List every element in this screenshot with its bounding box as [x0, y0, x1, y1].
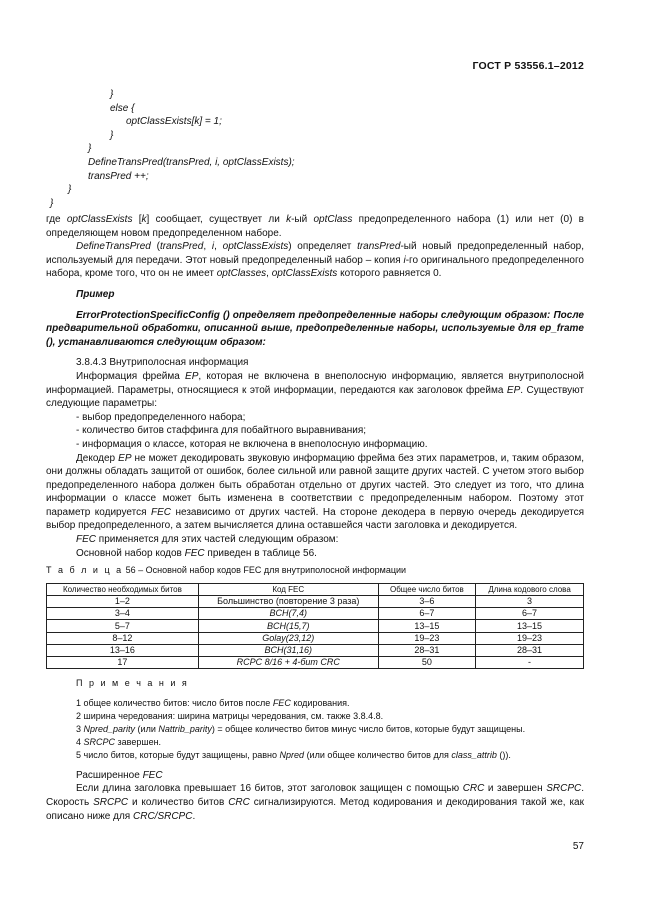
- notes-title: П р и м е ч а н и я: [76, 678, 189, 689]
- body-text: [46, 213, 584, 823]
- note-item: 5 число битов, которые будут защищены, равно Npred (или общее количество битов для class_attrib ()).: [76, 749, 511, 760]
- table-cell: RCPC 8/16 + 4-бит CRC: [198, 656, 378, 668]
- code-line: }: [110, 129, 114, 141]
- page-number: 57: [572, 841, 584, 852]
- section-heading: 3.8.4.3 Внутриполосная информация: [76, 357, 249, 369]
- table-header: Общее число битов: [378, 583, 475, 595]
- note-item: 2 ширина чередования: ширина матрицы чередования, см. также 3.8.4.8.: [76, 710, 384, 721]
- table-header: Код FEC: [198, 583, 378, 595]
- list-item: - выбор предопределенного набора;: [76, 411, 246, 423]
- table-row: [47, 620, 584, 632]
- table-cell: BCH(7,4): [198, 608, 378, 620]
- table-cell: 13–15: [476, 620, 584, 632]
- paragraph-optclass: где optClassExists [k] сообщает, существует ли k-ый optClass предопределенного набора (1) или нет (0) в определяющем новом предопределенном наборе.: [46, 214, 584, 239]
- table-cell: 19–23: [378, 632, 475, 644]
- example-text: ErrorProtectionSpecificConfig () определяет предопределенные наборы следующим образом: После предварительной обработки, описанной выше, предопределенные наборы, используемые для ep_frame (), устанавливаются следующим образом:: [46, 309, 584, 348]
- table-row: [47, 656, 584, 668]
- table-cell: 50: [378, 656, 475, 668]
- code-line: }: [68, 184, 72, 196]
- table-header: Количество необходимых битов: [47, 583, 199, 595]
- paragraph-fec-set: Основной набор кодов FEC приведен в таблице 56.: [76, 547, 317, 559]
- code-block: [46, 88, 606, 210]
- table-cell: 5–7: [47, 620, 199, 632]
- table-cell: 8–12: [47, 632, 199, 644]
- code-line: transPred ++;: [88, 170, 149, 182]
- table-cell: -: [476, 656, 584, 668]
- paragraph-decoder: Декодер EP не может декодировать звуковую информацию фрейма без этих параметров, и, таким образом, они должны обладать защитой от ошибок, более сильной или равной защите других частей. С учетом этого выбор предопределенного набора должен быть обработан отдельно от других частей. Это следует из того, что длина информации о классе может быть изменена в соответствии с предопределенным набором. Поэтому этот параметр кодируется FEC независимо от других частей. На стороне декодера в первую очередь декодируется выбор предопределенного, а затем вычисляется длина оставшейся части заголовка и декодируется.: [46, 452, 584, 532]
- table-row: [47, 596, 584, 608]
- table-cell: 17: [47, 656, 199, 668]
- table-cell: Golay(23,12): [198, 632, 378, 644]
- code-line: }: [110, 89, 114, 100]
- table-cell: 13–16: [47, 644, 199, 656]
- note-item: 1 общее количество битов: число битов после FEC кодирования.: [76, 697, 350, 708]
- example-title: Пример: [76, 288, 115, 300]
- table-cell: 3–6: [378, 596, 475, 608]
- table-header-row: [47, 583, 584, 595]
- table-cell: 3–4: [47, 608, 199, 620]
- list-item: - информация о классе, которая не включена в внеполосную информацию.: [76, 438, 428, 450]
- parameter-list: [46, 411, 584, 452]
- table-cell: 19–23: [476, 632, 584, 644]
- table-cell: 3: [476, 596, 584, 608]
- fec-table: [46, 583, 584, 669]
- subheading-extended-fec: Расширенное FEC: [76, 769, 163, 781]
- paragraph-fec-applied: FEC применяется для этих частей следующим образом:: [76, 534, 339, 546]
- table-row: [47, 644, 584, 656]
- table-cell: 6–7: [378, 608, 475, 620]
- list-item: - количество битов стаффинга для побайтного выравнивания;: [76, 425, 367, 437]
- table-header: Длина кодового слова: [476, 583, 584, 595]
- paragraph-inband: Информация фрейма EP, которая не включена в внеполосную информацию, является внутриполосной информацией. Параметры, относящиеся к этой информации, передаются как заголовок фрейма EP. Существуют следующие параметры:: [46, 370, 585, 410]
- note-item: 4 SRCPC завершен.: [76, 736, 162, 747]
- code-line: }: [50, 197, 54, 209]
- table-cell: 28–31: [378, 644, 475, 656]
- paragraph-extended-fec: Если длина заголовка превышает 16 битов, этот заголовок защищен с помощью CRC и завершен SRCPC. Скорость SRCPC и количество битов CRC сигнализируются. Метод кодирования и декодирования такой же, как описано ниже для CRC/SRCPC.: [46, 783, 584, 822]
- table-cell: BCH(15,7): [198, 620, 378, 632]
- table-cell: 13–15: [378, 620, 475, 632]
- table-cell: BCH(31,16): [198, 644, 378, 656]
- table-cell: 1–2: [47, 596, 199, 608]
- note-item: 3 Npred_parity (или Nattrib_parity) = общее количество битов минус число битов, которые будут защищены.: [76, 723, 526, 734]
- table-cell: 28–31: [476, 644, 584, 656]
- code-line: optClassExists[k] = 1;: [126, 116, 222, 128]
- table-row: [47, 608, 584, 620]
- code-line: else {: [110, 102, 135, 114]
- table-cell: 6–7: [476, 608, 584, 620]
- table-row: [47, 632, 584, 644]
- standard-header: ГОСТ Р 53556.1–2012: [472, 60, 584, 72]
- paragraph-definetranspred: DefineTransPred (transPred, i, optClassExists) определяет transPred-ый новый предопределенный набор, используемый для передачи. Этот новый предопределенный набор – копия i-го оригинального предопределенного набора, кроме того, что он не имеет optClasses, optClassExists которого равняется 0.: [46, 241, 585, 280]
- table-cell: Большинство (повторение 3 раза): [198, 596, 378, 608]
- code-line: }: [88, 143, 92, 155]
- code-line: DefineTransPred(transPred, i, optClassExists);: [88, 156, 295, 168]
- table-caption: Т а б л и ц а 56 – Основной набор кодов FEC для внутриполосной информации: [46, 565, 407, 576]
